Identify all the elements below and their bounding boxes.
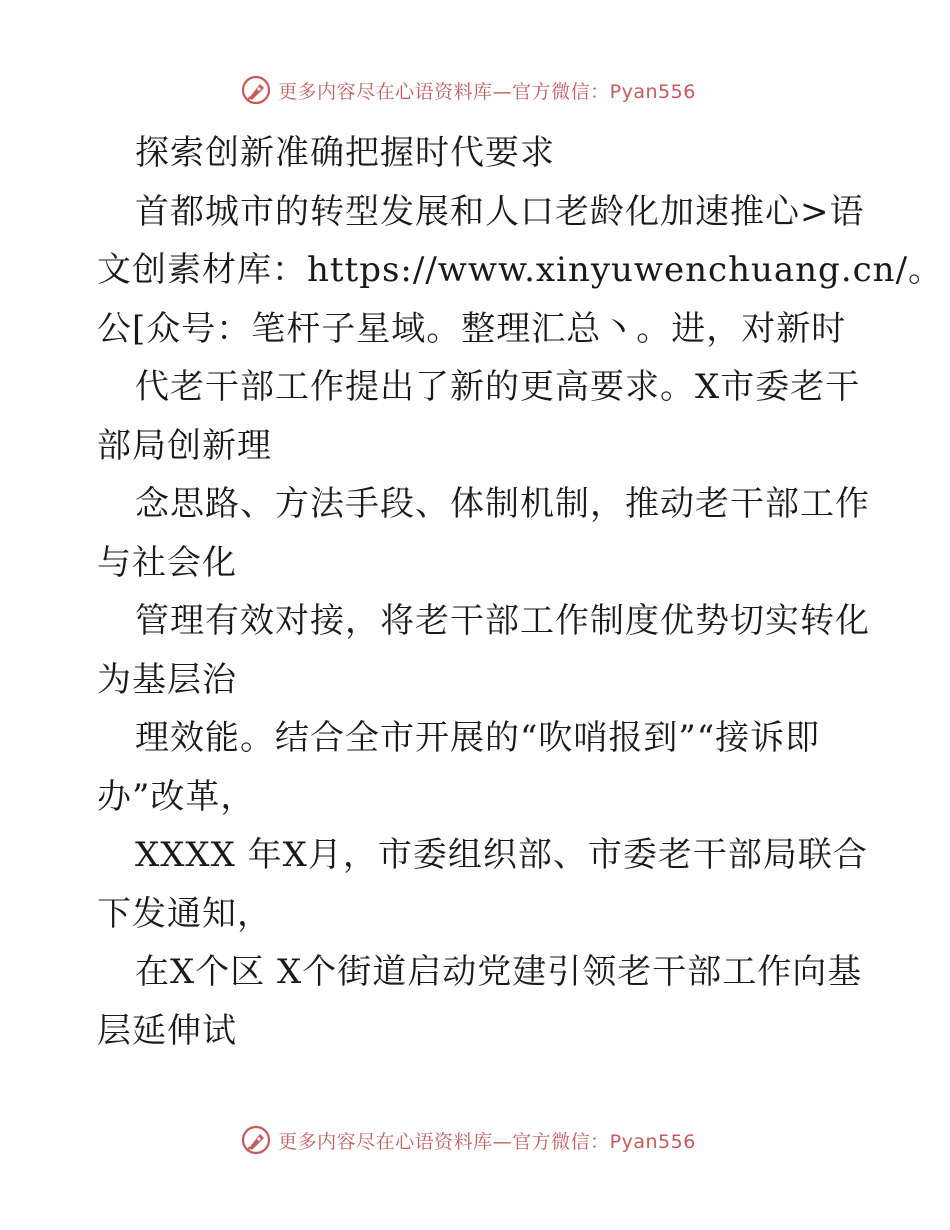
header-banner bbox=[0, 70, 950, 110]
paragraph-line: 公[众号：笔杆子星域。整理汇总丶。进，对新时 bbox=[97, 308, 847, 349]
document-body bbox=[97, 124, 944, 1060]
paragraph-line: XXXX 年X月，市委组织部、市委老干部局联合 bbox=[135, 835, 868, 875]
paragraph-line: 与社会化 bbox=[97, 542, 237, 583]
paragraph-line: 理效能。结合全市开展的“吹哨报到”“接诉即 bbox=[135, 718, 821, 758]
paragraph-line: 为基层治 bbox=[97, 659, 237, 700]
pen-nib-logo-icon bbox=[240, 74, 272, 106]
paragraph-line: 代老干部工作提出了新的更高要求。X市委老干 bbox=[135, 367, 861, 407]
document-heading: 探索创新准确把握时代要求 bbox=[135, 133, 555, 173]
footer-banner-text: 更多内容尽在心语资料库—官方微信：Pyan556 bbox=[278, 1130, 696, 1153]
footer-banner bbox=[0, 1120, 950, 1160]
paragraph-line: 下发通知， bbox=[97, 893, 272, 934]
pen-nib-logo-icon bbox=[240, 1124, 272, 1156]
paragraph-line: 部局创新理 bbox=[97, 425, 272, 466]
paragraph-line: 文创素材库：https://www.xinyuwenchuang.cn/。 bbox=[97, 250, 944, 290]
paragraph-line: 层延伸试 bbox=[97, 1010, 237, 1051]
paragraph-line: 办”改革， bbox=[97, 776, 256, 817]
paragraph-line: 管理有效对接，将老干部工作制度优势切实转化 bbox=[135, 601, 870, 641]
paragraph-line: 首都城市的转型发展和人口老龄化加速推心>语 bbox=[135, 191, 865, 232]
header-banner-inner bbox=[240, 74, 696, 106]
header-banner-text: 更多内容尽在心语资料库—官方微信：Pyan556 bbox=[278, 80, 696, 103]
paragraph-line: 在X个区 X个街道启动党建引领老干部工作向基 bbox=[135, 952, 863, 992]
footer-banner-inner bbox=[240, 1124, 696, 1156]
paragraph-line: 念思路、方法手段、体制机制，推动老干部工作 bbox=[135, 484, 870, 524]
